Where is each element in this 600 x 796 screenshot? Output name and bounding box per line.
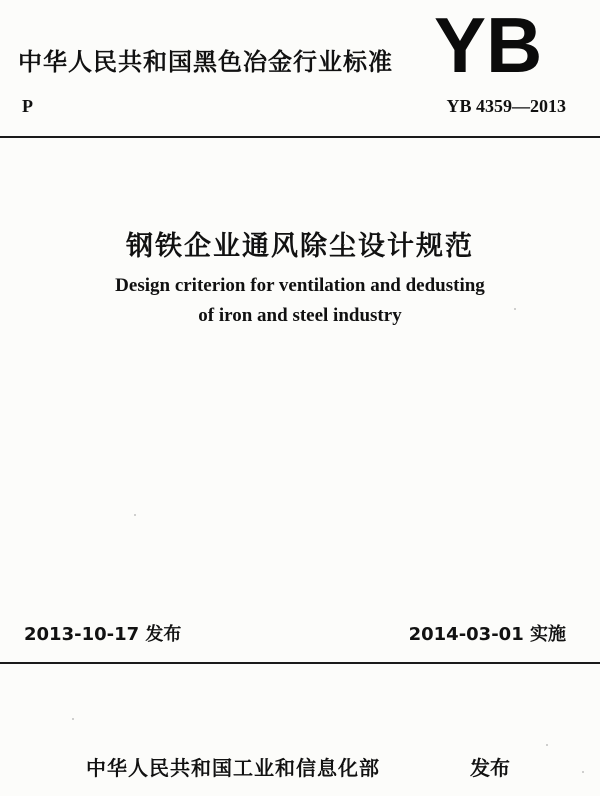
effective-date: 2014-03-01 实施 — [408, 624, 566, 645]
yb-logo — [434, 0, 580, 82]
scan-speck — [72, 718, 74, 720]
scan-speck — [514, 308, 516, 310]
standard-type-heading: 中华人民共和国黑色冶金行业标准 — [18, 48, 393, 76]
top-divider — [0, 136, 600, 138]
scan-speck — [134, 514, 136, 516]
yb-logo-text: YB — [434, 1, 543, 82]
title-english-line-2: of iron and steel industry — [198, 305, 402, 326]
bottom-divider — [0, 662, 600, 664]
scan-speck — [582, 771, 584, 773]
title-english-line-1: Design criterion for ventilation and dedusting — [115, 275, 485, 296]
scan-speck — [546, 744, 548, 746]
issuing-authority: 中华人民共和国工业和信息化部 — [86, 756, 380, 780]
classification-code: P — [22, 96, 33, 116]
standard-number: YB 4359—2013 — [446, 96, 566, 116]
issue-date: 2013-10-17 发布 — [24, 624, 182, 645]
title-chinese: 钢铁企业通风除尘设计规范 — [126, 231, 474, 262]
issuing-action: 发布 — [470, 756, 510, 780]
title-english — [48, 271, 552, 331]
